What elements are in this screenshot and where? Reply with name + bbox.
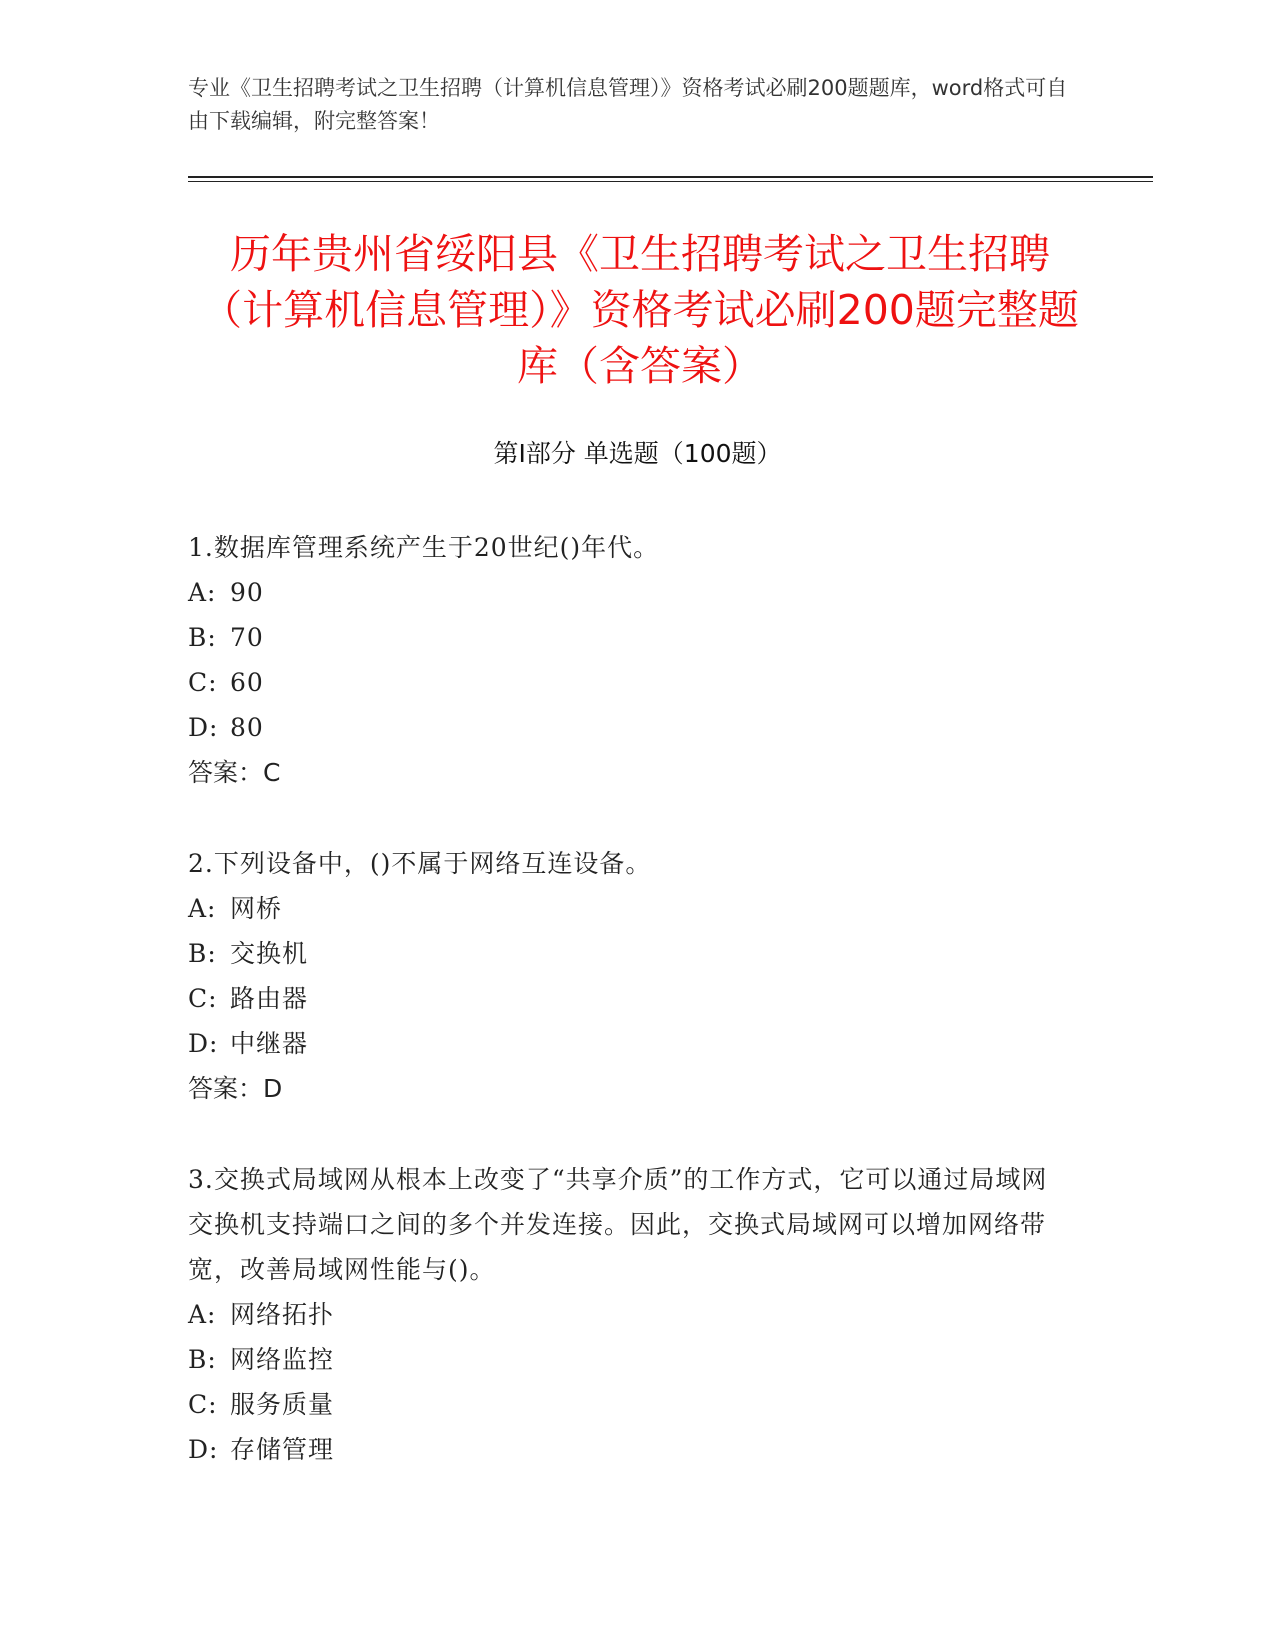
option-key: D: [188, 713, 219, 742]
option-key: A: [188, 1300, 217, 1329]
option [188, 705, 1068, 750]
option-key: A: [188, 894, 217, 923]
option-text: 服务质量 [230, 1390, 335, 1419]
header-note: 专业《卫生招聘考试之卫生招聘（计算机信息管理）》资格考试必刷200题题库，word格式可自由下载编辑，附完整答案！ [188, 76, 1068, 133]
option-key: B: [188, 623, 217, 652]
answer: 答案：C [188, 758, 281, 787]
option-key: C: [188, 984, 218, 1013]
option [188, 570, 1068, 615]
option-text: 70 [230, 623, 264, 652]
header-divider-thin [188, 181, 1153, 182]
question-stem: 3.交换式局域网从根本上改变了“共享介质”的工作方式，它可以通过局域网交换机支持端口之间的多个并发连接。因此，交换式局域网可以增加网络带宽，改善局域网性能与()。 [188, 1165, 1048, 1284]
header-divider-thick [188, 176, 1153, 178]
option [188, 1337, 1068, 1382]
answer: 答案：D [188, 1074, 283, 1103]
option-key: B: [188, 1345, 217, 1374]
option [188, 976, 1068, 1021]
option-text: 中继器 [230, 1029, 309, 1058]
option [188, 931, 1068, 976]
option-text: 90 [230, 578, 264, 607]
option [188, 1292, 1068, 1337]
question-item [188, 525, 1068, 795]
question-stem: 2.下列设备中，()不属于网络互连设备。 [188, 849, 652, 878]
question-stem: 1.数据库管理系统产生于20世纪()年代。 [188, 533, 660, 562]
option-key: A: [188, 578, 217, 607]
option-key: C: [188, 1390, 218, 1419]
option [188, 1382, 1068, 1427]
option-key: D: [188, 1029, 219, 1058]
option [188, 1021, 1068, 1066]
question-item [188, 841, 1068, 1111]
document-title: 历年贵州省绥阳县《卫生招聘考试之卫生招聘（计算机信息管理）》资格考试必刷200题完整题库（含答案） [201, 230, 1079, 390]
option-text: 80 [230, 713, 264, 742]
option-text: 网络拓扑 [230, 1300, 335, 1329]
question-list [188, 525, 1068, 1518]
option-text: 60 [230, 668, 264, 697]
option-key: C: [188, 668, 218, 697]
option-text: 网络监控 [230, 1345, 335, 1374]
option-text: 网桥 [230, 894, 283, 923]
option [188, 660, 1068, 705]
option-text: 存储管理 [230, 1435, 335, 1464]
option-key: B: [188, 939, 217, 968]
question-item [188, 1157, 1068, 1472]
option [188, 615, 1068, 660]
section-title: 第Ⅰ部分 单选题（100题） [493, 439, 782, 468]
option [188, 886, 1068, 931]
option-key: D: [188, 1435, 219, 1464]
option-text: 交换机 [230, 939, 309, 968]
option-text: 路由器 [230, 984, 309, 1013]
option [188, 1427, 1068, 1472]
